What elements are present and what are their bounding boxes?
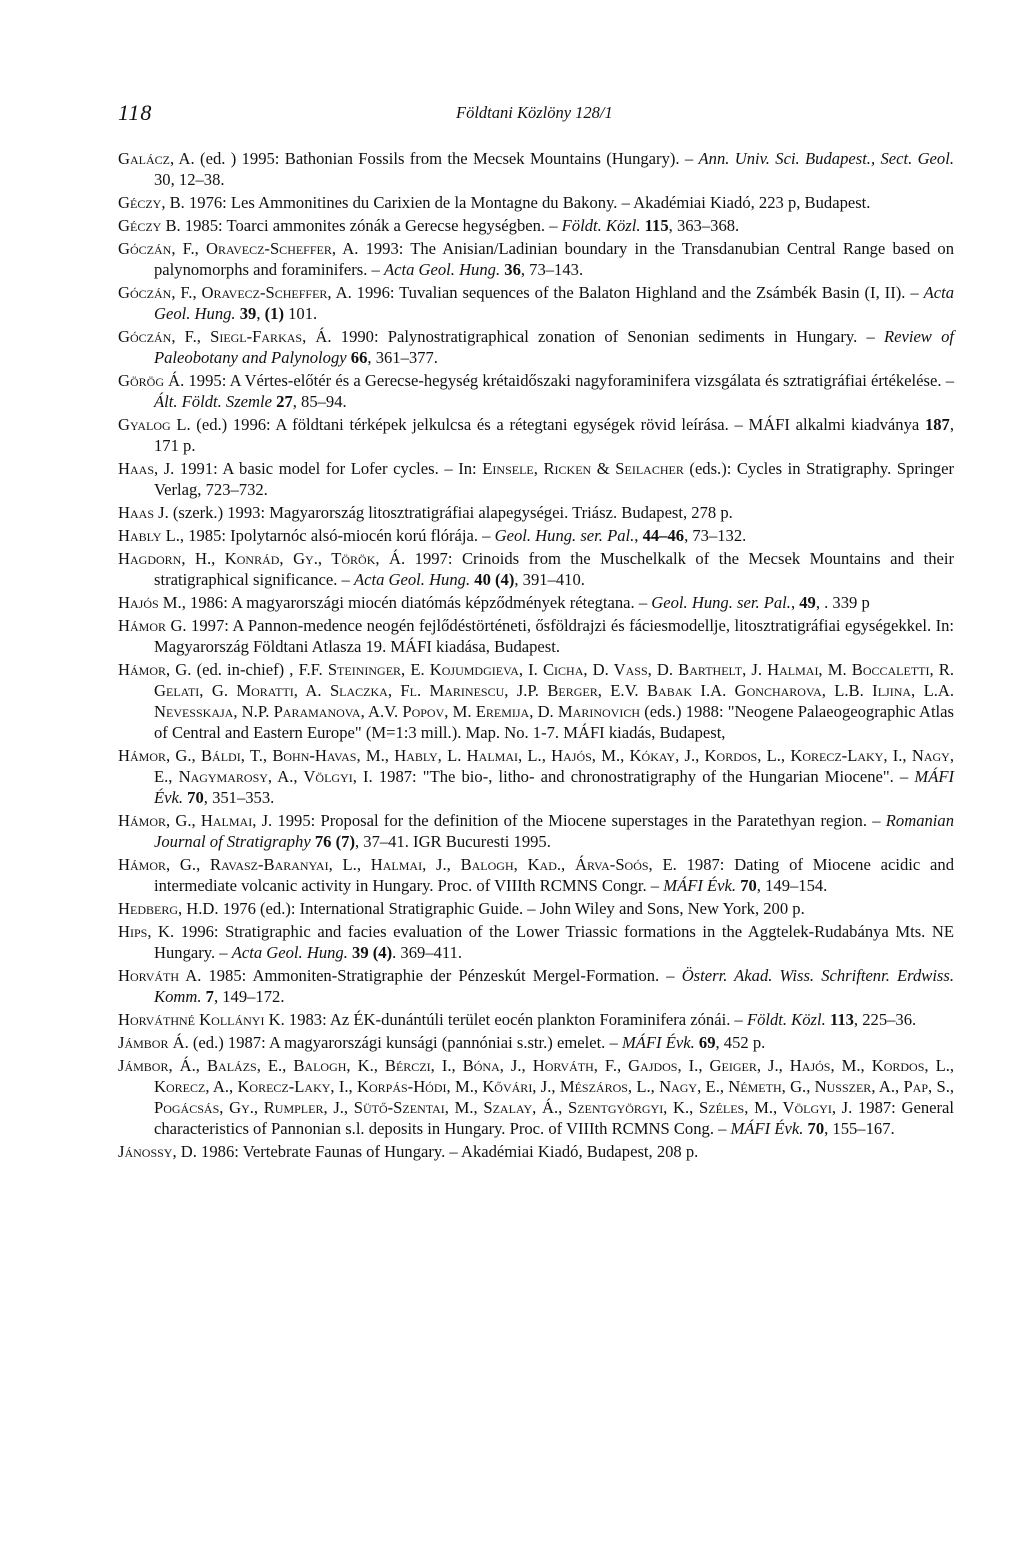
reference-text: 1996: Stratigraphic and facies evaluation of the Lower Triassic formations in the Aggtelek-Rudabánya Mts. NE Hungary. –	[154, 922, 954, 962]
reference-authors: Góczán, F., Oravecz-Scheffer, A.	[118, 283, 352, 302]
reference-text: 1985: Ammoniten-Stratigraphie der Pénzeskút Mergel-Formation. –	[201, 966, 682, 985]
reference-entry	[118, 810, 954, 852]
reference-entry	[118, 548, 954, 590]
reference-text: 1995: A Vértes-előtér és a Gerecse-hegység krétaidőszaki nagyforaminifera vizsgálata és sztratigráfiai értékelése. –	[184, 371, 954, 390]
reference-text: (eds.): Cycles in Stratigraphy. Springer Verlag, 723–732.	[154, 459, 954, 499]
reference-text: 1987: "The bio-, litho- and chronostratigraphy of the Hungarian Miocene". –	[372, 767, 915, 786]
reference-volume: 49	[799, 593, 816, 612]
reference-text: ,	[256, 304, 265, 323]
reference-authors: Haas, J.	[118, 459, 175, 478]
reference-text: , 391–410.	[514, 570, 585, 589]
reference-entry	[118, 238, 954, 280]
reference-volume: 70	[187, 788, 204, 807]
reference-entry	[118, 921, 954, 963]
reference-authors: Hajós M.	[118, 593, 182, 612]
reference-text: , 171 p.	[154, 415, 954, 455]
reference-text: , 73–132.	[684, 526, 747, 545]
reference-text: 1986: Vertebrate Faunas of Hungary. – Akadémiai Kiadó, Budapest, 208 p.	[196, 1142, 699, 1161]
reference-text: , 225–36.	[853, 1010, 917, 1029]
reference-journal: Ann. Univ. Sci. Budapest., Sect. Geol.	[698, 149, 954, 168]
reference-text: , 149–172.	[213, 987, 285, 1006]
reference-entry	[118, 414, 954, 456]
reference-journal: Review of Paleobotany and Palynology	[154, 327, 955, 367]
reference-text: ,	[790, 593, 800, 612]
journal-title: Földtani Közlöny 128/1	[456, 103, 613, 122]
reference-volume: 115	[644, 216, 669, 235]
reference-authors: Hámor, G., Báldi, T., Bohn-Havas, M., Hably, L. Halmai, L., Hajós, M., Kókay, J., Kordos, L., Korecz-Laky, I., Nagy, E., Nagymarosy, A., Völgyi, I.	[118, 746, 954, 786]
reference-authors: Hagdorn, H., Konrád, Gy., Török, Á.	[118, 549, 406, 568]
reference-authors: Jámbor Á.	[118, 1033, 189, 1052]
reference-text: 1997: A Pannon-medence neogén fejlődéstörténeti, ősföldrajzi és fáciesmodellje, litosztratigráfiai egységekkel. In: Magyarország Földtani Atlasza 19. MÁFI kiadása, Budapest.	[154, 616, 955, 656]
reference-authors: Galácz, A.	[118, 149, 195, 168]
page-number: 118	[118, 100, 153, 125]
reference-journal: MÁFI Évk.	[730, 1119, 804, 1138]
reference-text: 1997: Crinoids from the Muschelkalk of the Mecsek Mountains and their stratigraphical significance. –	[154, 549, 954, 589]
reference-authors: Görög Á.	[118, 371, 185, 390]
reference-volume: 44–46	[642, 526, 685, 545]
reference-volume: 39	[239, 304, 257, 323]
reference-text: 1985: Toarci ammonites zónák a Gerecse hegységben. –	[180, 216, 562, 235]
reference-text: 1990: Palynostratigraphical zonation of Senonian sediments in Hungary. –	[331, 327, 884, 346]
reference-text: ,	[634, 526, 643, 545]
reference-journal: Acta Geol. Hung.	[231, 943, 348, 962]
reference-text: 101.	[283, 304, 318, 323]
reference-authors: Géczy, B.	[118, 193, 185, 212]
reference-journal: Acta Geol. Hung.	[353, 570, 471, 589]
reference-volume: 7	[205, 987, 214, 1006]
reference-text: 1996: Tuvalian sequences of the Balaton Highland and the Zsámbék Basin (I, II). –	[351, 283, 924, 302]
reference-text: 1987: General characteristics of Pannonian s.l. deposits in Hungary. Proc. of VIIIth RCMNS Cong. –	[154, 1098, 954, 1138]
reference-authors: Jánossy, D.	[118, 1142, 197, 1161]
reference-text: (ed. ) 1995: Bathonian Fossils from the Mecsek Mountains (Hungary). –	[194, 149, 699, 168]
reference-volume: 40 (4)	[474, 570, 515, 589]
reference-volume: 70	[807, 1119, 825, 1138]
reference-authors: Einsele, Ricken & Seilacher	[482, 459, 684, 478]
reference-text: 1983: Az ÉK-dunántúli terület eocén plankton Foraminifera zónái. –	[284, 1010, 747, 1029]
reference-text: (ed.) 1987: A magyarországi kunsági (pannóniai s.str.) emelet. –	[188, 1033, 622, 1052]
reference-text: 1976: Les Ammonitines du Carixien de la Montagne du Bakony. – Akadémiai Kiadó, 223 p, Budapest.	[184, 193, 871, 212]
reference-journal: Acta Geol. Hung.	[154, 283, 954, 323]
reference-entry	[118, 854, 954, 896]
reference-entry	[118, 282, 954, 324]
reference-entry	[118, 1009, 954, 1030]
reference-journal: Földt. Közl.	[561, 216, 641, 235]
reference-authors: Haas J.	[118, 503, 169, 522]
reference-journal: Geol. Hung. ser. Pal.	[494, 526, 635, 545]
reference-journal: MÁFI Évk.	[154, 767, 954, 807]
reference-text: , 452 p.	[715, 1033, 766, 1052]
reference-text: 1976 (ed.): International Stratigraphic Guide. – John Wiley and Sons, New York, 200 p.	[218, 899, 805, 918]
reference-text: , 1985: Ipolytarnóc alsó-miocén korú flórája. –	[179, 526, 495, 545]
reference-text: , 85–94.	[292, 392, 347, 411]
reference-text: (eds.) 1988: "Neogene Palaeogeographic Atlas of Central and Eastern Europe" (M=1:3 mill.). Map. No. 1-7. MÁFI kiadás, Budapest,	[154, 702, 954, 742]
reference-text: . 369–411.	[392, 943, 463, 962]
reference-text: , 37–41. IGR Bucuresti 1995.	[354, 832, 551, 851]
reference-journal: Földt. Közl.	[746, 1010, 826, 1029]
reference-text: 1987: Dating of Miocene acidic and intermediate volcanic activity in Hungary. Proc. of VIIIth RCMNS Congr. –	[154, 855, 954, 895]
reference-entry	[118, 615, 954, 657]
reference-journal: Österr. Akad. Wiss. Schriftenr. Erdwiss. Komm.	[154, 966, 954, 1006]
reference-authors: Gyalog L.	[118, 415, 191, 434]
reference-journal: Acta Geol. Hung.	[383, 260, 501, 279]
reference-volume: 36	[504, 260, 521, 279]
reference-entry	[118, 898, 954, 919]
reference-entry	[118, 215, 954, 236]
reference-text: (szerk.) 1993: Magyarország litosztratigráfiai alapegységei. Triász. Budapest, 278 p.	[168, 503, 733, 522]
reference-volume: 69	[698, 1033, 716, 1052]
reference-journal: MÁFI Évk.	[663, 876, 737, 895]
reference-volume: 187	[924, 415, 950, 434]
reference-authors: Hips, K.	[118, 922, 175, 941]
reference-authors: Hably L.	[118, 526, 180, 545]
reference-text: 30, 12–38.	[154, 170, 225, 189]
reference-entry	[118, 965, 954, 1007]
reference-volume: 70	[740, 876, 757, 895]
reference-text: , 73–143.	[520, 260, 584, 279]
reference-journal: Geol. Hung. ser. Pal.	[651, 593, 791, 612]
reference-text: , . 339 p	[815, 593, 870, 612]
reference-text: 1991: A basic model for Lofer cycles. – In:	[174, 459, 483, 478]
reference-text: (ed. in-chief) ,	[191, 660, 299, 679]
reference-authors: Hámor, G.	[118, 660, 192, 679]
reference-text: , 149–154.	[756, 876, 828, 895]
reference-volume: 113	[829, 1010, 854, 1029]
reference-journal: Romanian Journal of Stratigraphy	[154, 811, 954, 851]
reference-entry	[118, 1032, 954, 1053]
reference-entry	[118, 745, 954, 808]
reference-entry	[118, 592, 954, 613]
reference-authors: Horváth A.	[118, 966, 202, 985]
reference-volume: 66	[350, 348, 368, 367]
reference-entry	[118, 148, 954, 190]
reference-volume: 76 (7)	[314, 832, 355, 851]
reference-entry	[118, 458, 954, 500]
reference-entry	[118, 659, 954, 743]
reference-text: , 1986: A magyarországi miocén diatómás képződmények rétegtana. –	[181, 593, 652, 612]
reference-entry	[118, 192, 954, 213]
reference-journal: Ált. Földt. Szemle	[154, 392, 272, 411]
reference-entry	[118, 1055, 954, 1139]
reference-entry	[118, 326, 954, 368]
reference-volume: 39 (4)	[352, 943, 393, 962]
reference-entry	[118, 1141, 954, 1162]
reference-authors: Hámor G.	[118, 616, 187, 635]
reference-text: , 363–368.	[668, 216, 740, 235]
reference-authors: Jámbor, Á., Balázs, E., Balogh, K., Bérczi, I., Bóna, J., Horváth, F., Gajdos, I., Geiger, J., Hajós, M., Kordos, L., Korecz, A., Korecz-Laky, I., Korpás-Hódi, M., Kővári, J., Mészáros, L., Nagy, E., Németh, G., Nusszer, A., Pap, S., Pogácsás, Gy., Rumpler, J., Sütő-Szentai, M., Szalay, Á., Szentgyörgyi, K., Széles, M., Völgyi, J.	[118, 1056, 954, 1117]
reference-entry	[118, 370, 954, 412]
reference-text: , 361–377.	[367, 348, 438, 367]
reference-authors: Hedberg, H.D.	[118, 899, 219, 918]
reference-text: 1993: The Anisian/Ladinian boundary in the Transdanubian Central Range based on palynomorphs and foraminifers. –	[154, 239, 955, 279]
reference-entry	[118, 502, 954, 523]
reference-journal: MÁFI Évk.	[621, 1033, 695, 1052]
reference-authors: Hámor, G., Ravasz-Baranyai, L., Halmai, J., Balogh, Kad., Árva-Soós, E.	[118, 855, 677, 874]
reference-text: (ed.) 1996: A földtani térképek jelkulcsa és a rétegtani egységek rövid leírása. – MÁFI alkalmi kiadványa	[190, 415, 925, 434]
reference-authors: Hámor, G., Halmai, J.	[118, 811, 273, 830]
reference-text: , 155–167.	[824, 1119, 895, 1138]
reference-volume: 27	[276, 392, 293, 411]
reference-authors: Horváthné Kollányi K.	[118, 1010, 285, 1029]
reference-volume: (1)	[264, 304, 284, 323]
reference-list	[118, 148, 954, 1164]
reference-text: 1995: Proposal for the definition of the Miocene superstages in the Paratethyan region. –	[272, 811, 886, 830]
reference-authors: F.F. Steininger, E. Kojumdgieva, I. Cicha, D. Vass, D. Barthelt, J. Halmai, M. Boccaletti, R. Gelati, G. Moratti, A. Slaczka, Fl. Marinescu, J.P. Berger, E.V. Babak I.A. Goncharova, L.B. Iljina, L.A. Nevesskaja, N.P. Paramanova, A.V. Popov, M. Eremija, D. Marinovich	[154, 660, 954, 721]
reference-authors: Géczy B.	[118, 216, 181, 235]
reference-text: , 351–353.	[203, 788, 275, 807]
running-header	[118, 100, 948, 130]
reference-authors: Góczán, F., Oravecz-Scheffer, A.	[118, 239, 359, 258]
reference-authors: Góczán, F., Siegl-Farkas, Á.	[118, 327, 332, 346]
reference-entry	[118, 525, 954, 546]
